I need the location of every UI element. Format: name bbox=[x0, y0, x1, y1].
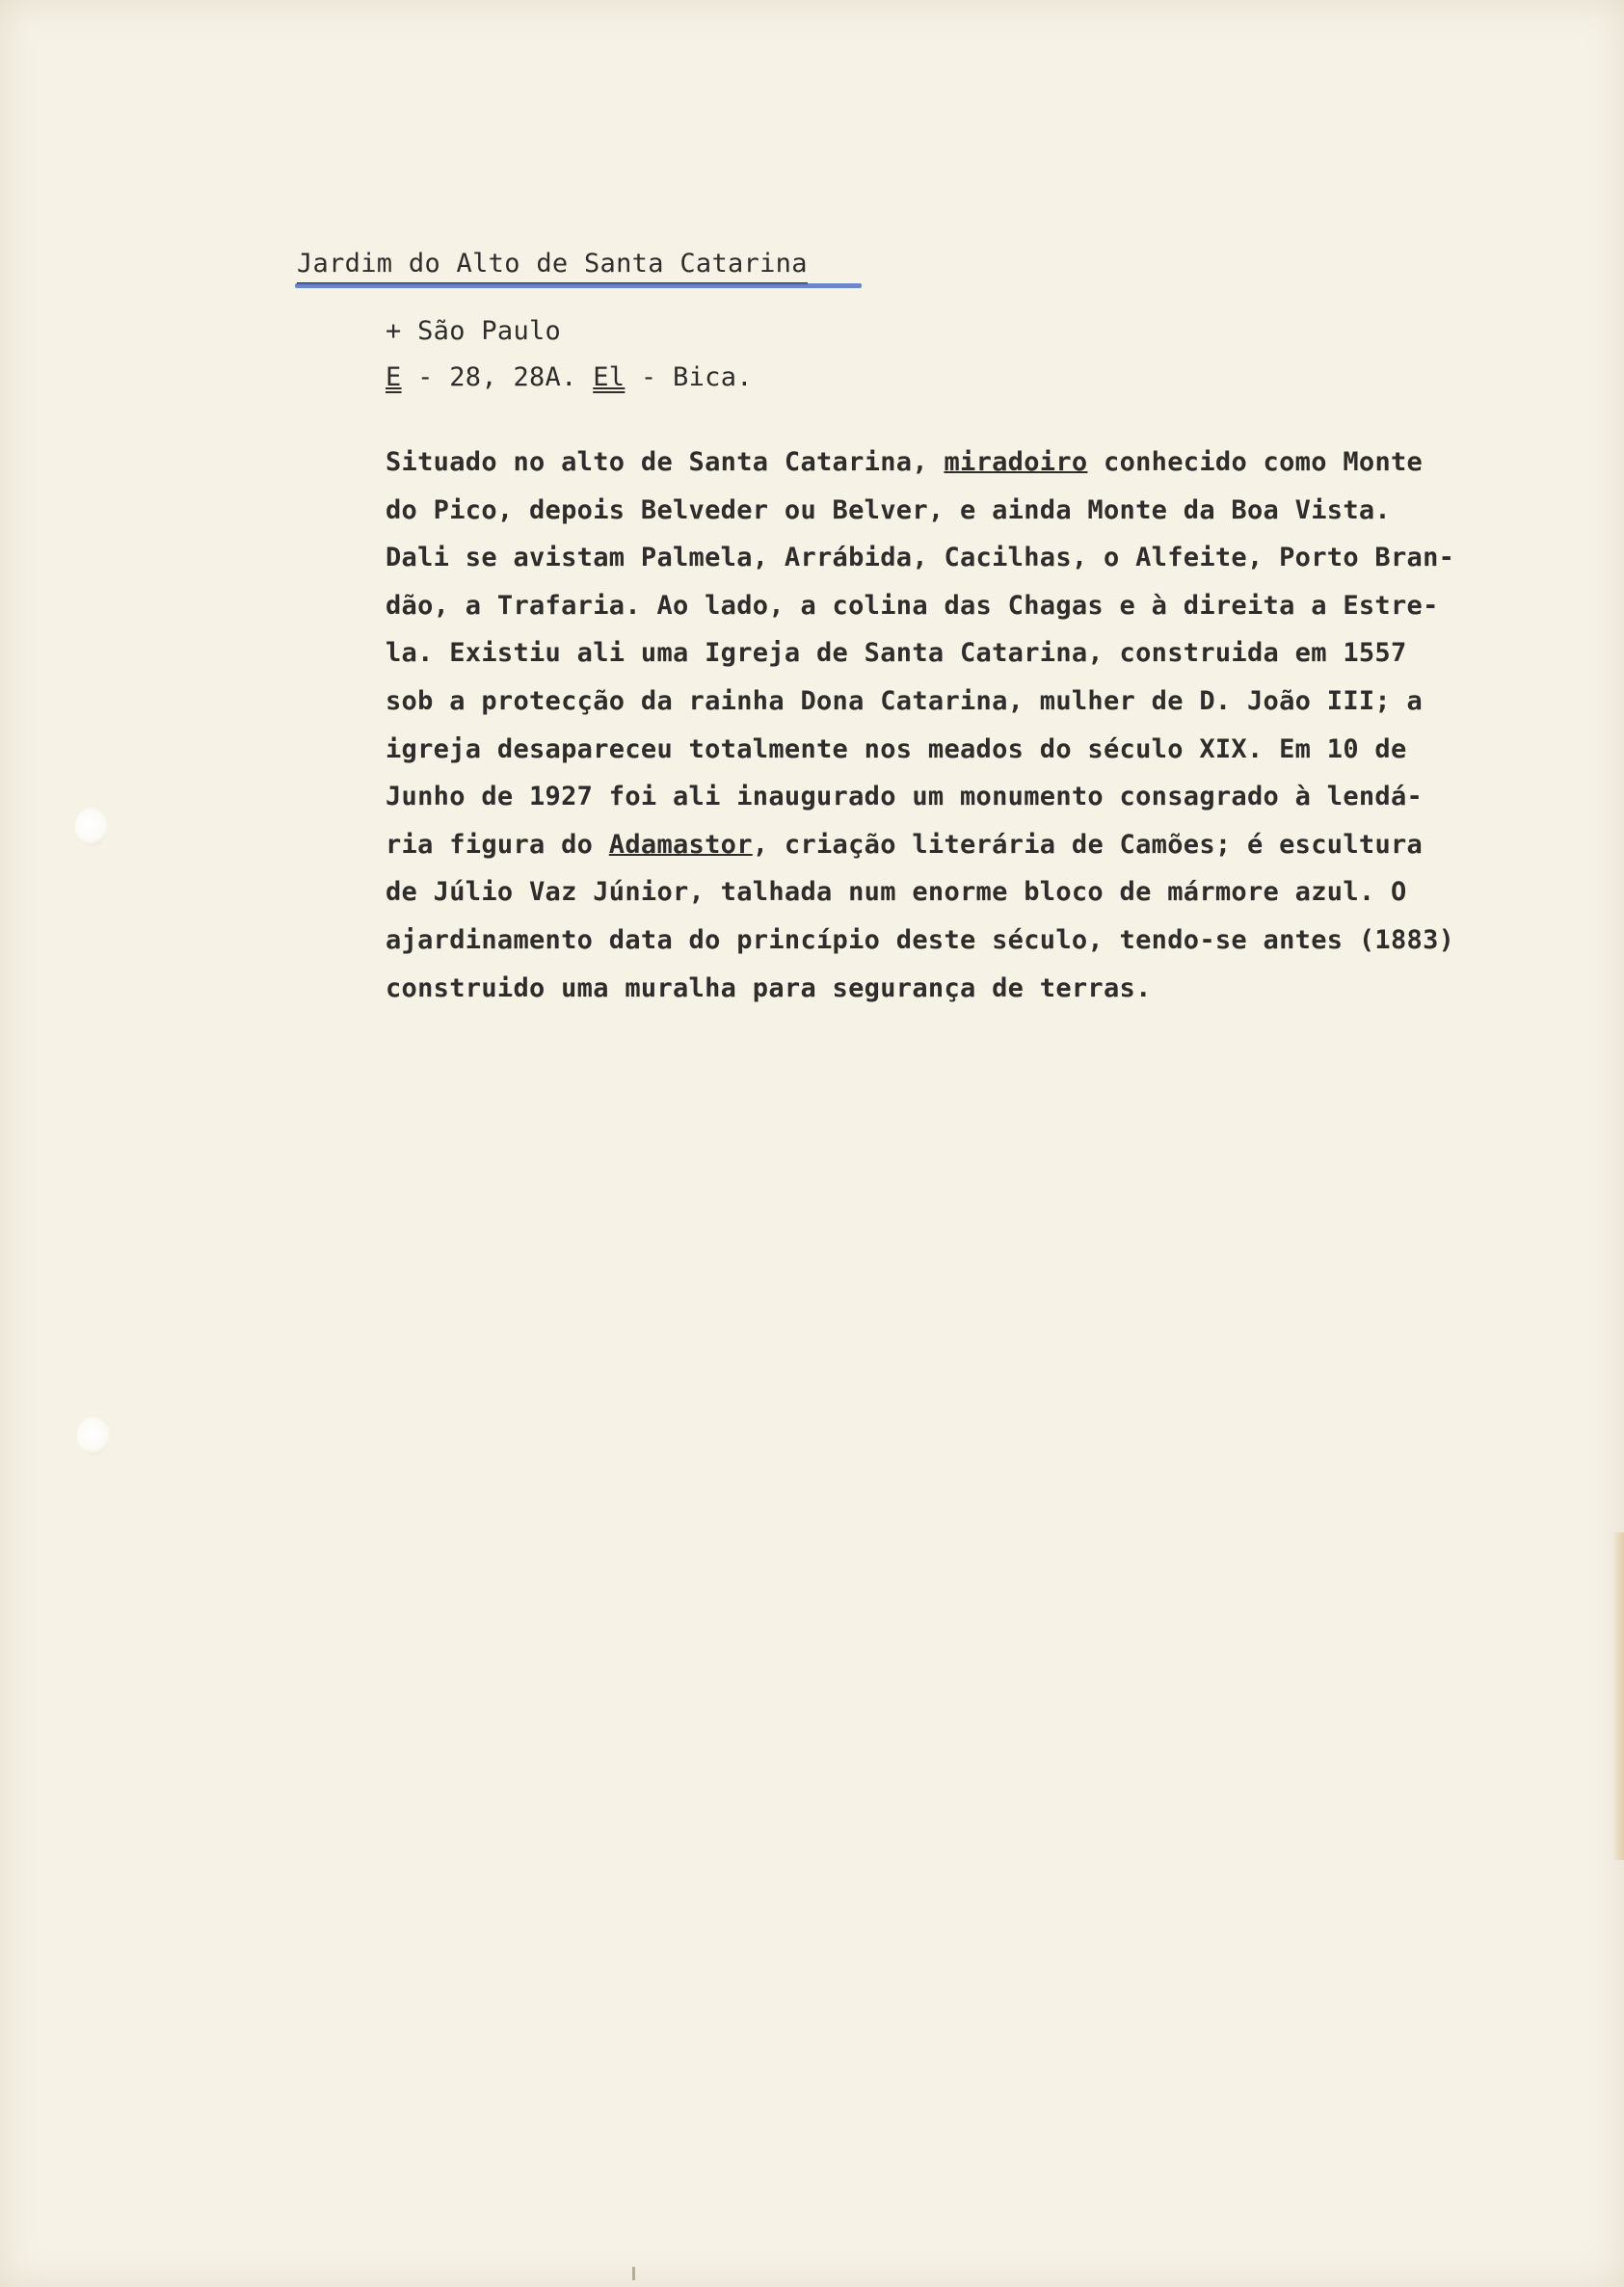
body-line-9 bbox=[386, 830, 1423, 860]
body-text: , criação literária de Camões; é escultura bbox=[752, 830, 1424, 860]
body-line-8: Junho de 1927 foi ali inaugurado um monumento consagrado à lendá- bbox=[386, 782, 1424, 811]
body-text: ria figura do bbox=[386, 830, 609, 860]
body-text: conhecido como Monte bbox=[1087, 447, 1424, 477]
punch-hole bbox=[77, 1417, 110, 1455]
tram-lines: - 28, 28A. bbox=[401, 362, 594, 392]
punch-hole bbox=[75, 808, 108, 846]
transport-line bbox=[386, 362, 753, 392]
underlined-word-miradoiro: miradoiro bbox=[944, 447, 1088, 477]
body-line-3: Dali se avistam Palmela, Arrábida, Cacilhas, o Alfeite, Porto Bran- bbox=[386, 543, 1455, 572]
body-line-2: do Pico, depois Belveder ou Belver, e ainda Monte da Boa Vista. bbox=[386, 495, 1391, 525]
body-line-11: ajardinamento data do princípio deste século, tendo-se antes (1883) bbox=[386, 925, 1455, 955]
body-line-5: la. Existiu ali uma Igreja de Santa Catarina, construida em 1557 bbox=[386, 638, 1407, 668]
body-text: Situado no alto de Santa Catarina, bbox=[386, 447, 945, 477]
underlined-word-adamastor: Adamastor bbox=[608, 830, 753, 860]
parish-label: + São Paulo bbox=[386, 316, 562, 346]
body-line-7: igreja desapareceu totalmente nos meados do século XIX. Em 10 de bbox=[386, 734, 1407, 764]
document-title: Jardim do Alto de Santa Catarina bbox=[297, 249, 808, 285]
blue-underline-mark bbox=[295, 283, 862, 288]
lift-code: El bbox=[593, 362, 626, 392]
body-line-6: sob a protecção da rainha Dona Catarina, mulher de D. João III; a bbox=[386, 686, 1424, 716]
body-line-1 bbox=[386, 447, 1423, 477]
tram-code: E bbox=[386, 362, 402, 392]
body-line-12: construido uma muralha para segurança de terras. bbox=[386, 973, 1152, 1003]
lift-name: - Bica. bbox=[625, 362, 753, 392]
body-line-10: de Júlio Vaz Júnior, talhada num enorme bloco de mármore azul. O bbox=[386, 877, 1407, 907]
body-line-4: dão, a Trafaria. Ao lado, a colina das Chagas e à direita a Estre- bbox=[386, 591, 1439, 621]
paper-mark bbox=[632, 2267, 635, 2280]
